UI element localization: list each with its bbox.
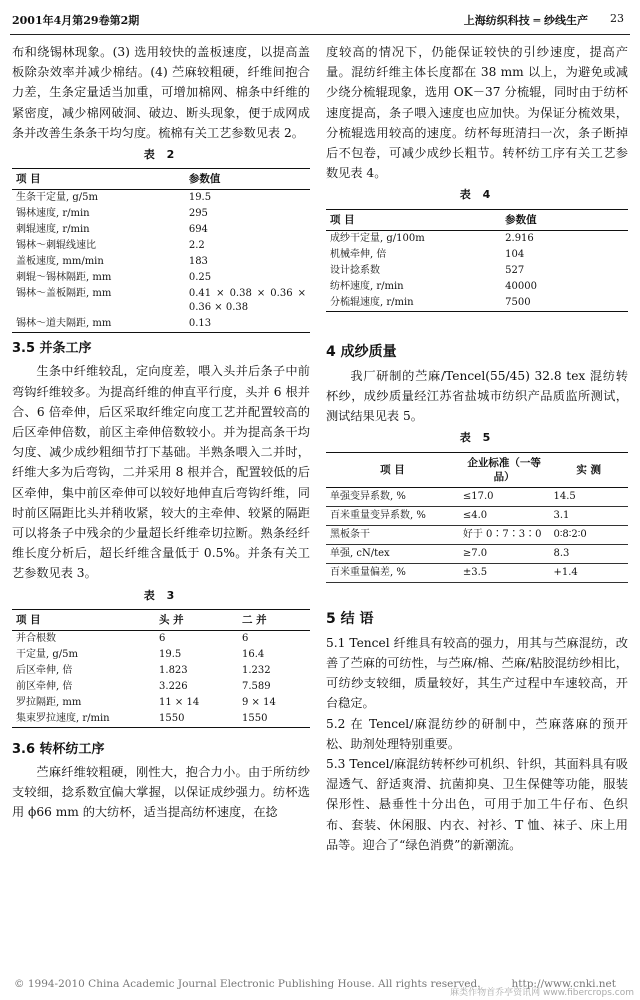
- right-column: [326, 42, 628, 855]
- table3-row-cell: 罗拉隔距, mm: [16, 696, 82, 708]
- table3-row-cell: 16.4: [241, 648, 265, 660]
- running-header: [12, 8, 628, 32]
- table2-row: [12, 222, 310, 238]
- table2-caption: 表 2: [143, 148, 179, 162]
- table3-row: [12, 679, 310, 695]
- table5-header-standard: 企业标准（一等品）: [459, 452, 550, 487]
- table3-row: [12, 663, 310, 679]
- conclusion-5-2: 5.2 在 Tencel/麻混纺纱的研制中，苎麻落麻的预开松、助剂处理特别重要。: [326, 716, 628, 751]
- table5-row-cell: ≤4.0: [459, 506, 550, 525]
- table3-caption: 表 3: [143, 588, 179, 602]
- table2-header-value: 参数值: [185, 169, 310, 190]
- table3-row-cell: 7.589: [241, 680, 271, 692]
- table5-row-cell: 14.5: [549, 487, 628, 506]
- table5-header-item: 项 目: [326, 452, 459, 487]
- table5-row: [326, 525, 628, 544]
- table3-row-cell: 1550: [241, 712, 268, 724]
- table5-row-cell: 0∶8∶2∶0: [549, 525, 628, 544]
- table2-row-cell: 锡林～刺辊线速比: [16, 240, 96, 252]
- table3-row: [12, 630, 310, 647]
- table2-row: [12, 316, 310, 333]
- table2-row-cell: 694: [188, 224, 208, 236]
- table4-row-cell: 2.916: [505, 232, 534, 244]
- header-rule: [10, 34, 630, 35]
- table2-row: [12, 238, 310, 254]
- table4-row: [326, 247, 628, 263]
- table2-row-cell: 0.25: [188, 272, 212, 284]
- watermark: 麻类作物首乔亭资讯网 www.fibercrops.com: [450, 988, 634, 998]
- table3-row: [12, 695, 310, 711]
- table5-row-cell: 3.1: [549, 506, 628, 525]
- table2: [12, 168, 310, 333]
- table5-row-cell: 黑板条干: [326, 525, 459, 544]
- table2-row-cell: 刺辊速度, r/min: [16, 224, 90, 236]
- table4-header-value: 参数值: [501, 209, 628, 230]
- table5-row-cell: 8.3: [549, 544, 628, 563]
- table4-header-item: 项 目: [326, 209, 501, 230]
- table2-row-cell: 0.13: [188, 318, 212, 330]
- section-5-title: 5 结 语: [326, 610, 374, 627]
- table3-row: [12, 647, 310, 663]
- table4-row-cell: 104: [505, 248, 525, 260]
- table4-row-cell: 527: [505, 264, 525, 276]
- table5-row: [326, 487, 628, 506]
- conclusion-5-3: 5.3 Tencel/麻混纺转杯纱可机织、针织，其面料具有吸湿透气、舒适爽滑、抗菌抑臭、卫生保健等功能，服装保形性、悬垂性十分出色，可用于加工牛仔布、色织布、套装、休闲服、内衣、衬衫、T 恤、袜子、床上用品等。迎合了“绿色消费”的新潮流。: [326, 757, 628, 852]
- table2-row-cell: 盖板速度, mm/min: [16, 256, 104, 268]
- section-3-6-body: 苎麻纤维较粗硬，刚性大，抱合力小。由于所纺纱支较细，捻系数宜偏大掌握，以保证成纱强力。纺杯选用 ϕ66 mm 的大纺杯，适当提高纺杯速度，在捻: [12, 765, 310, 820]
- section-3-6-title: 3.6 转杯纺工序: [12, 741, 105, 757]
- table5: [326, 452, 628, 583]
- table5-row: [326, 544, 628, 563]
- table2-row-cell: 锡林～盖板隔距, mm: [16, 288, 112, 300]
- table2-row: [12, 206, 310, 222]
- table4-row-cell: 40000: [505, 280, 537, 292]
- section-4-body: 我厂研制的苎麻/Tencel(55/45) 32.8 tex 混纺转杯纱，成纱质量经江苏省盐城市纺织产品质监所测试，测试结果见表 5。: [326, 368, 628, 424]
- table4-row: [326, 263, 628, 279]
- table2-header-item: 项 目: [12, 169, 185, 190]
- table3-header-first: 头 并: [155, 609, 238, 630]
- table3-row-cell: 1.232: [241, 664, 271, 676]
- table3-row-cell: 1550: [159, 712, 185, 724]
- table4-row: [326, 279, 628, 295]
- table3-row: [12, 711, 310, 728]
- table2-row-cell: 0.41 × 0.38 × 0.36 × 0.36 × 0.38: [188, 288, 306, 314]
- table2-row-cell: 刺辊～锡林隔距, mm: [16, 272, 112, 284]
- table4-caption: 表 4: [459, 188, 495, 202]
- table3-row-cell: 6: [159, 632, 166, 644]
- table2-row-cell: 183: [188, 256, 208, 268]
- table2-row-cell: 生条干定量, g/5m: [16, 192, 98, 204]
- table5-row-cell: 单强, cN/tex: [326, 544, 459, 563]
- table5-row: [326, 506, 628, 525]
- table3-row-cell: 11 × 14: [159, 696, 200, 708]
- footer-url[interactable]: http://www.cnki.net: [511, 978, 616, 990]
- table5-caption: 表 5: [459, 431, 495, 445]
- table2-row-cell: 锡林～道夫隔距, mm: [16, 318, 112, 330]
- table2-row: [12, 190, 310, 207]
- table4-row-cell: 7500: [505, 296, 531, 308]
- table2-row-cell: 295: [188, 208, 208, 220]
- table3-row-cell: 后区牵伸, 倍: [16, 664, 73, 676]
- table5-row-cell: ±3.5: [459, 563, 550, 582]
- left-column: [12, 42, 310, 823]
- table3-row-cell: 集束罗拉速度, r/min: [16, 712, 110, 724]
- table3-row-cell: 6: [241, 632, 249, 644]
- table3-row-cell: 9 × 14: [241, 696, 276, 708]
- table4-row-cell: 分梳辊速度, r/min: [330, 296, 414, 308]
- paragraph-rotor-cont: 度较高的情况下，仍能保证较快的引纱速度，提高产量。混纺纤维主体长度都在 38 mm 以上，为避免或减少绕分梳辊现象，选用 OK－37 分梳辊，同时由于纺杯速度提高，条子喂入速度也应加快。为保证分梳效果，分梳辊选用较高的速度。纺杯每班清扫一次，条子断掉后不包卷，可减少成纱长粗节。转杯纺工序有关工艺参数见表 4。: [326, 45, 628, 181]
- table5-row-cell: 百米重量偏差, %: [326, 563, 459, 582]
- paragraph-carding-end: 布和绕锡林现象。(3) 选用较快的盖板速度，以提高盖板除杂效率并减少棉结。(4) 苎麻较粗硬，纤维间抱合力差，生条定量适当加重，可增加棉网、棉条中纤维的紧密度，减少棉网破洞、破边、断头现象，便于成网成条并改善生条条干均匀度。梳棉有关工艺参数见表 2。: [12, 45, 310, 140]
- table5-row-cell: ≥7.0: [459, 544, 550, 563]
- table3-row-cell: 干定量, g/5m: [16, 648, 78, 660]
- table2-row: [12, 270, 310, 286]
- table4-row-cell: 成纱干定量, g/100m: [330, 232, 425, 244]
- table4-row-cell: 设计捻系数: [330, 264, 380, 276]
- table3-row-cell: 19.5: [159, 648, 182, 660]
- section-3-5-body: 生条中纤维较乱，定向度差，喂入头并后条子中前弯钩纤维较多。为提高纤维的伸直平行度，头并 6 根并合、6 倍牵伸，后区采取纤维定向度工艺并配置较高的后区牵伸倍数，前区主牵伸倍数较小。并为提高条干均匀度、减少成纱粗细节打下基础。半熟条喂入二并时，纤维大多为后弯钩，二并采用 8 根并合，配置较低的后区牵伸，集中前区牵伸可以较好地伸直后弯钩纤维，同时前区隔距比头并稍收紧，较大的主牵伸、较紧的隔距可以将条子中残余的少量超长纤维牵切拉断。熟条经纤维长度分析后，超长纤维含量低于 0.5%。并条有关工艺参数见表 3。: [12, 364, 310, 581]
- table5-row-cell: 单强变异系数, %: [326, 487, 459, 506]
- header-journal-section: 上海纺织科技 ═ 纱线生产: [463, 14, 588, 27]
- table5-row-cell: ≤17.0: [459, 487, 550, 506]
- section-3-5-title: 3.5 并条工序: [12, 341, 92, 357]
- table3-header-item: 项 目: [12, 609, 155, 630]
- table5-row-cell: 百米重量变异系数, %: [326, 506, 459, 525]
- table2-row-cell: 19.5: [188, 192, 212, 204]
- table3-row-cell: 3.226: [159, 680, 188, 692]
- section-4-title: 4 成纱质量: [326, 343, 397, 360]
- table2-row-cell: 2.2: [188, 240, 205, 252]
- table4-row-cell: 纺杯速度, r/min: [330, 280, 404, 292]
- header-journal-issue: 2001年4月第29卷第2期: [12, 14, 140, 27]
- table3-row-cell: 1.823: [159, 664, 188, 676]
- table4-row: [326, 230, 628, 247]
- table2-row: [12, 286, 310, 316]
- table4: [326, 209, 628, 312]
- footer-copyright: © 1994-2010 China Academic Journal Electronic Publishing House. All rights reserved.: [14, 978, 481, 990]
- table5-row-cell: 好于 0∶7∶3∶0: [459, 525, 550, 544]
- table3-row-cell: 前区牵伸, 倍: [16, 680, 73, 692]
- table2-row: [12, 254, 310, 270]
- table3-header-second: 二 并: [238, 609, 310, 630]
- table3: [12, 609, 310, 728]
- table4-row-cell: 机械牵伸, 倍: [330, 248, 387, 260]
- table5-row: [326, 563, 628, 582]
- table5-row-cell: +1.4: [549, 563, 628, 582]
- table2-row-cell: 锡林速度, r/min: [16, 208, 90, 220]
- table5-header-measured: 实 测: [549, 452, 628, 487]
- table3-row-cell: 并合根数: [16, 632, 56, 644]
- page-number: 23: [610, 12, 624, 25]
- table4-row: [326, 295, 628, 312]
- conclusion-5-1: 5.1 Tencel 纤维具有较高的强力，用其与苎麻混纺，改善了苎麻的可纺性，与苎麻/棉、苎麻/粘胶混纺纱相比，可纺纱支较细，质量较好，其生产过程中车速较高，开台稳定。: [326, 635, 628, 711]
